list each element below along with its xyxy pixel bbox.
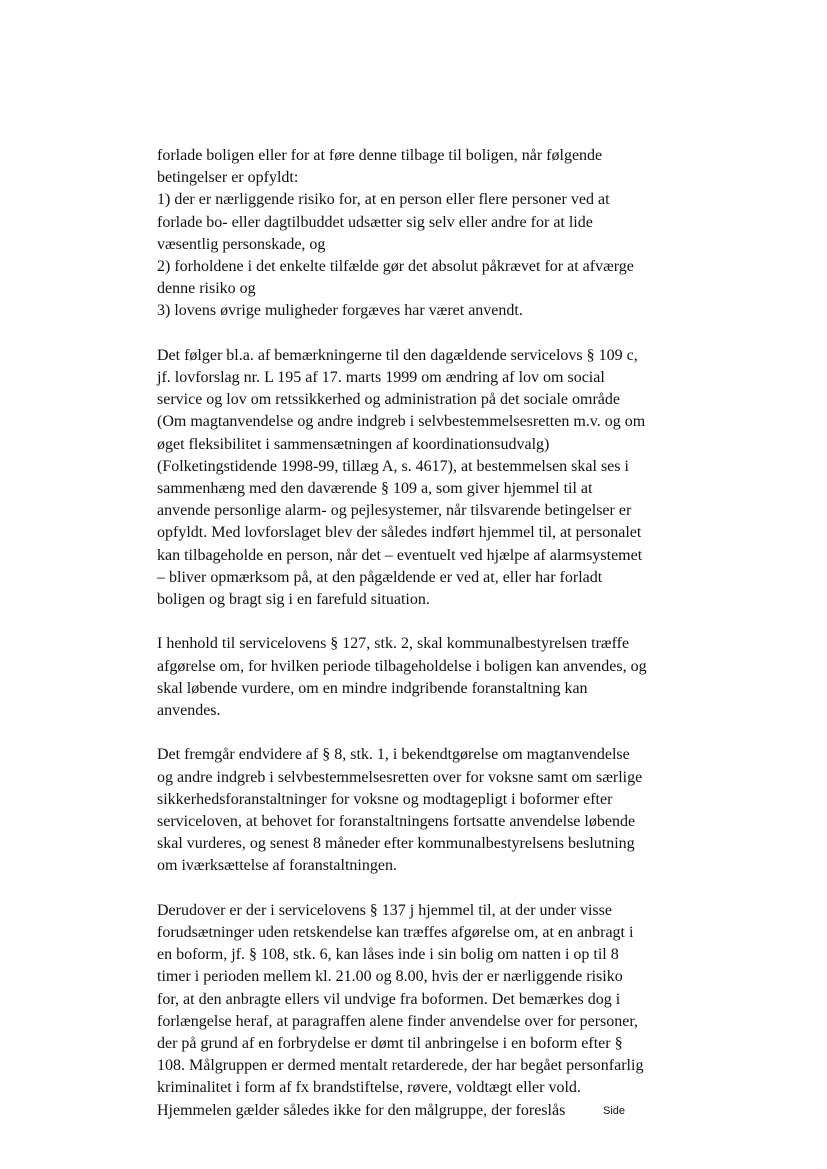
- text-line: jf. lovforslag nr. L 195 af 17. marts 1999 om ændring af lov om social: [157, 369, 605, 387]
- text-line: betingelser er opfyldt:: [157, 169, 299, 187]
- text-line: væsentlig personskade, og: [157, 235, 326, 253]
- text-line: skal løbende vurdere, om en mindre indgribende foranstaltning kan: [157, 679, 588, 697]
- text-line: 2) forholdene i det enkelte tilfælde gør det absolut påkrævet for at afværge: [157, 258, 634, 276]
- text-line: for, at den anbragte ellers vil undvige fra boformen. Det bemærkes dog i: [157, 990, 621, 1008]
- text-line: kan tilbageholde en person, når det – eventuelt ved hjælpe af alarmsystemet: [157, 546, 643, 564]
- text-line: boligen og bragt sig i en farefuld situation.: [157, 591, 430, 609]
- text-line: anvendes.: [157, 702, 221, 720]
- text-line: denne risiko og: [157, 280, 256, 298]
- text-line: opfyldt. Med lovforslaget blev der således indført hjemmel til, at personalet: [157, 524, 642, 542]
- paragraph: [157, 900, 677, 1122]
- text-line: forlængelse heraf, at paragraffen alene finder anvendelse over for personer,: [157, 1012, 639, 1030]
- text-line: sikkerhedsforanstaltninger for voksne og modtagepligt i boformer efter: [157, 790, 613, 808]
- body-text: [157, 145, 677, 1144]
- paragraph: [157, 345, 677, 611]
- text-line: 3) lovens øvrige muligheder forgæves har været anvendt.: [157, 302, 523, 320]
- paragraph: [157, 633, 677, 722]
- text-line: forudsætninger uden retskendelse kan træffes afgørelse om, at en anbragt i: [157, 924, 634, 942]
- text-line: serviceloven, at behovet for foranstaltningens fortsatte anvendelse løbende: [157, 813, 636, 831]
- text-line: service og lov om retssikkerhed og administration på det sociale område: [157, 391, 620, 409]
- text-line: Derudover er der i servicelovens § 137 j hjemmel til, at der under visse: [157, 901, 612, 919]
- text-line: forlade boligen eller for at føre denne tilbage til boligen, når følgende: [157, 147, 603, 164]
- text-line: en boform, jf. § 108, stk. 6, kan låses inde i sin bolig om natten i op til 8: [157, 946, 619, 964]
- text-line: sammenhæng med den daværende § 109 a, som giver hjemmel til at: [157, 480, 593, 498]
- text-line: I henhold til servicelovens § 127, stk. 2, skal kommunalbestyrelsen træffe: [157, 635, 630, 653]
- text-line: kriminalitet i form af fx brandstiftelse, røvere, voldtægt eller vold.: [157, 1079, 581, 1097]
- text-line: anvende personlige alarm- og pejlesystemer, når tilsvarende betingelser er: [157, 502, 632, 520]
- page-side-label: Side: [603, 1105, 626, 1117]
- text-line: afgørelse om, for hvilken periode tilbageholdelse i boligen kan anvendes, og: [157, 657, 647, 675]
- text-line: der på grund af en forbrydelse er dømt til anbringelse i en boform efter §: [157, 1035, 623, 1053]
- text-line: Hjemmelen gælder således ikke for den målgruppe, der foreslås: [157, 1101, 566, 1119]
- text-line: 108. Målgruppen er dermed mentalt retarderede, der har begået personfarlig: [157, 1057, 644, 1075]
- paragraph: [157, 145, 677, 323]
- text-line: – bliver opmærksom på, at den pågældende er ved at, eller har forladt: [157, 568, 603, 586]
- text-line: øget fleksibilitet i sammensætningen af koordinationsudvalg): [157, 435, 550, 453]
- text-line: forlade bo- eller dagtilbuddet udsætter sig selv eller andre for at lide: [157, 213, 593, 231]
- text-line: timer i perioden mellem kl. 21.00 og 8.00, hvis der er nærliggende risiko: [157, 968, 623, 986]
- paragraph: [157, 744, 677, 877]
- text-line: Det fremgår endvidere af § 8, stk. 1, i bekendtgørelse om magtanvendelse: [157, 746, 630, 764]
- text-line: 1) der er nærliggende risiko for, at en person eller flere personer ved at: [157, 191, 610, 209]
- text-line: (Folketingstidende 1998-99, tillæg A, s. 4617), at bestemmelsen skal ses i: [157, 457, 629, 475]
- text-line: om iværksættelse af foranstaltningen.: [157, 857, 397, 875]
- text-line: skal vurderes, og senest 8 måneder efter kommunalbestyrelsens beslutning: [157, 835, 635, 853]
- text-line: Det følger bl.a. af bemærkningerne til den dagældende servicelovs § 109 c,: [157, 346, 638, 364]
- text-line: og andre indgreb i selvbestemmelsesretten over for voksne samt om særlige: [157, 768, 643, 786]
- text-line: (Om magtanvendelse og andre indgreb i selvbestemmelsesretten m.v. og om: [157, 413, 646, 431]
